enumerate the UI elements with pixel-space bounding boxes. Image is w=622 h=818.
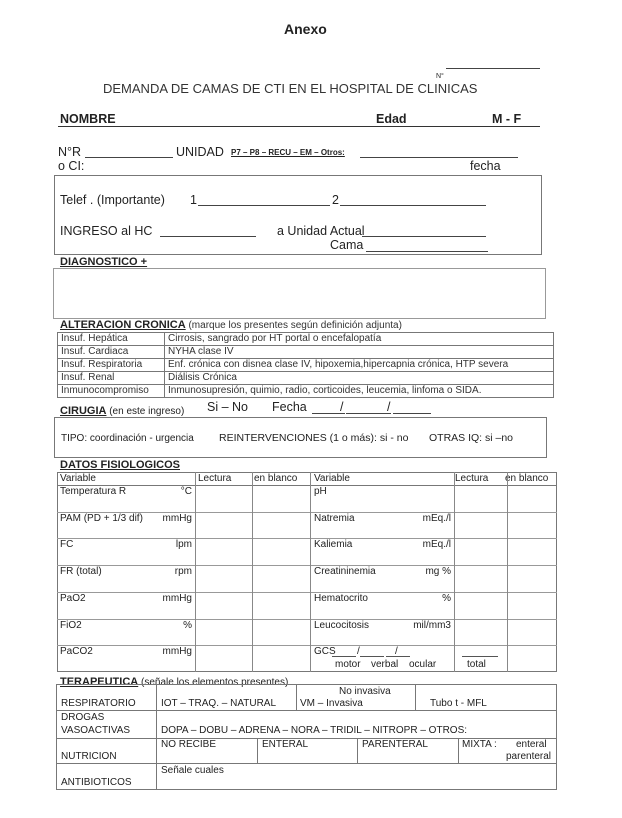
alteracion-note: (marque los presentes según definición adjunta): [185, 320, 402, 331]
ci-label: o CI:: [58, 159, 85, 173]
cama-label: Cama: [330, 238, 364, 252]
edad-label: Edad: [376, 112, 407, 126]
alteracion-row[interactable]: [58, 385, 554, 398]
gcs-total-label: total: [467, 659, 486, 671]
no-invasiva-option[interactable]: No invasiva: [339, 686, 391, 697]
gcs-field[interactable]: [332, 656, 356, 657]
unidad-actual-field[interactable]: [362, 236, 486, 237]
lectura-cell[interactable]: [455, 565, 506, 590]
cirugia-reintervenciones[interactable]: REINTERVENCIONES (1 o más): si - no: [219, 432, 409, 444]
variable-name: Temperatura R: [60, 486, 127, 497]
variable-name: Kaliemia: [314, 539, 353, 551]
number-label: N°: [436, 73, 444, 80]
alteracion-name: Insuf. Hepática: [58, 333, 165, 346]
blanco-cell[interactable]: [253, 645, 309, 670]
blanco-cell[interactable]: [253, 538, 309, 563]
nr-field[interactable]: [85, 157, 173, 158]
cirugia-fecha-year[interactable]: [393, 413, 431, 414]
variable-name: FC: [60, 539, 74, 551]
lectura-cell[interactable]: [196, 538, 251, 563]
variable-unit: °C: [180, 486, 192, 497]
variable-name: PaCO2: [60, 646, 93, 658]
cirugia-fecha-label: Fecha: [272, 400, 307, 414]
tel1-label: 1: [190, 193, 197, 207]
antibioticos-field[interactable]: [157, 776, 556, 789]
gcs-slash: /: [395, 646, 398, 658]
respiratorio-label: RESPIRATORIO: [61, 698, 136, 709]
contact-box: [54, 175, 542, 255]
lectura-cell[interactable]: [196, 565, 251, 590]
variable-name: FR (total): [60, 566, 102, 578]
gcs-field[interactable]: [386, 656, 410, 657]
fecha-label: fecha: [470, 159, 501, 173]
alteracion-name: Insuf. Respiratoria: [58, 359, 165, 372]
alteracion-definition: Inmunosupresión, quimio, radio, corticoides, leucemia, linfoma o SIDA.: [165, 385, 554, 398]
variable-name: Natremia: [314, 512, 355, 524]
nr-label: N°R: [58, 145, 82, 159]
alteracion-heading: [60, 319, 402, 331]
nutricion-label: NUTRICION: [61, 751, 117, 762]
blanco-cell[interactable]: [508, 512, 556, 537]
blanco-cell[interactable]: [508, 645, 556, 670]
alteracion-row[interactable]: [58, 333, 554, 346]
unidad-options[interactable]: P7 – P8 – RECU – EM – Otros:: [231, 148, 345, 157]
variable-unit: mEq./l: [422, 512, 451, 524]
datos-header-blanco-right: en blanco: [505, 473, 549, 484]
lectura-cell[interactable]: [196, 645, 251, 670]
blanco-cell[interactable]: [253, 512, 309, 537]
slash-1: /: [340, 400, 344, 414]
variable-unit: mg %: [425, 566, 451, 578]
nombre-label: NOMBRE: [60, 112, 116, 126]
vm-invasiva-option[interactable]: VM – Invasiva: [300, 698, 363, 709]
mixta-enteral[interactable]: enteral: [516, 739, 547, 750]
variable-unit: mmHg: [162, 592, 192, 604]
tel1-field[interactable]: [198, 205, 330, 206]
cirugia-tipo[interactable]: TIPO: coordinación - urgencia: [61, 433, 194, 444]
ingreso-label: INGRESO al HC: [60, 224, 153, 238]
lectura-cell[interactable]: [455, 619, 506, 644]
datos-header-blanco-left: en blanco: [254, 473, 298, 484]
alteracion-definition: Enf. crónica con disnea clase IV, hipoxemia,hipercapnia crónica, HTP severa: [165, 359, 554, 372]
lectura-cell[interactable]: [196, 485, 251, 510]
variable-name: pH: [314, 486, 327, 497]
cirugia-title: CIRUGIA: [60, 405, 107, 417]
nombre-field[interactable]: [58, 126, 540, 127]
sexo-label: M - F: [492, 112, 522, 126]
unidad-field[interactable]: [360, 157, 518, 158]
diagnostico-field[interactable]: [53, 268, 546, 319]
lectura-cell[interactable]: [196, 619, 251, 644]
variable-unit: %: [183, 619, 192, 631]
cirugia-si-no[interactable]: Si – No: [207, 400, 248, 414]
antibioticos-hint: Señale cuales: [161, 765, 224, 776]
gcs-field[interactable]: [360, 656, 384, 657]
blanco-cell[interactable]: [508, 485, 556, 510]
variable-name: FiO2: [60, 619, 82, 631]
unidad-label: UNIDAD: [176, 145, 224, 159]
gcs-total-field[interactable]: [462, 656, 498, 657]
variable-name: Leucocitosis: [314, 619, 370, 631]
variable-unit: mmHg: [162, 646, 192, 658]
variable-unit: lpm: [175, 539, 192, 551]
diagnostico-title: DIAGNOSTICO +: [60, 256, 148, 268]
lectura-cell[interactable]: [455, 512, 506, 537]
alteracion-definition: Diálisis Crónica: [165, 372, 554, 385]
unidad-actual-label: a Unidad Actual: [277, 224, 365, 238]
alteracion-name: Insuf. Renal: [58, 372, 165, 385]
gcs-slash: /: [357, 646, 360, 658]
annex-title: Anexo: [284, 21, 327, 37]
nutricion-parenteral[interactable]: PARENTERAL: [362, 739, 428, 750]
slash-2: /: [387, 400, 391, 414]
ingreso-field[interactable]: [160, 236, 256, 237]
nutricion-enteral[interactable]: ENTERAL: [262, 739, 309, 750]
blanco-cell[interactable]: [508, 538, 556, 563]
alteracion-definition: NYHA clase IV: [165, 346, 554, 359]
cirugia-note: (en este ingreso): [106, 406, 185, 417]
alteracion-row[interactable]: [58, 359, 554, 372]
tel2-field[interactable]: [340, 205, 486, 206]
terapeutica-title: TERAPEUTICA: [60, 676, 139, 688]
blanco-cell[interactable]: [253, 565, 309, 590]
variable-name: Hematocrito: [314, 592, 368, 604]
lectura-cell[interactable]: [455, 592, 506, 617]
datos-header-lectura-left: Lectura: [198, 473, 232, 484]
alteracion-title: ALTERACION CRONICA: [60, 319, 186, 331]
alteracion-definition: Cirrosis, sangrado por HT portal o encefalopatía: [165, 333, 554, 346]
drogas-label-1: DROGAS: [61, 712, 105, 723]
datos-header-variable-right: Variable: [314, 473, 350, 484]
variable-name: PAM (PD + 1/3 dif): [60, 512, 143, 524]
gcs-verbal-label: verbal: [371, 659, 399, 671]
drogas-label-2: VASOACTIVAS: [61, 725, 131, 736]
mixta-parenteral[interactable]: parenteral: [506, 751, 552, 762]
variable-unit: %: [442, 592, 451, 604]
blanco-cell[interactable]: [253, 619, 309, 644]
respiratorio-via[interactable]: IOT – TRAQ. – NATURAL: [161, 698, 277, 709]
blanco-cell[interactable]: [508, 619, 556, 644]
datos-header-variable-left: Variable: [60, 473, 96, 484]
gcs-ocular-label: ocular: [409, 659, 437, 671]
drogas-list[interactable]: DOPA – DOBU – ADRENA – NORA – TRIDIL – NITROPR – OTROS:: [161, 725, 468, 736]
datos-header-lectura-right: Lectura: [455, 473, 489, 484]
cama-field[interactable]: [366, 251, 488, 252]
variable-unit: mil/mm3: [413, 619, 451, 631]
blanco-cell[interactable]: [508, 565, 556, 590]
blanco-cell[interactable]: [253, 592, 309, 617]
blanco-cell[interactable]: [253, 485, 309, 510]
datos-title: DATOS FISIOLOGICOS: [60, 459, 180, 471]
antibioticos-label: ANTIBIOTICOS: [61, 777, 132, 788]
variable-name: Creatininemia: [314, 566, 376, 578]
form-title: DEMANDA DE CAMAS DE CTI EN EL HOSPITAL DE CLINICAS: [103, 81, 478, 96]
variable-unit: mmHg: [162, 512, 192, 524]
variable-unit: mEq./l: [422, 539, 451, 551]
variable-name: PaO2: [60, 592, 86, 604]
nutricion-no-recibe[interactable]: NO RECIBE: [161, 739, 217, 750]
lectura-cell[interactable]: [196, 592, 251, 617]
cirugia-fecha-month[interactable]: [346, 413, 391, 414]
tel2-label: 2: [332, 193, 339, 207]
variable-unit: rpm: [174, 566, 192, 578]
tubo-option[interactable]: Tubo t - MFL: [430, 698, 487, 709]
variable-name: GCS: [314, 646, 336, 658]
alteracion-row[interactable]: [58, 372, 554, 385]
cirugia-otras-iq[interactable]: OTRAS IQ: si –no: [429, 432, 514, 444]
terapeutica-note: (señale los elementos presentes): [138, 677, 289, 688]
blanco-cell[interactable]: [508, 592, 556, 617]
alteracion-name: Inmunocompromiso: [58, 385, 165, 398]
alteracion-row[interactable]: [58, 346, 554, 359]
lectura-cell[interactable]: [455, 538, 506, 563]
gcs-motor-label: motor: [335, 659, 361, 671]
number-field[interactable]: [446, 68, 540, 69]
lectura-cell[interactable]: [196, 512, 251, 537]
nutricion-mixta[interactable]: MIXTA :: [462, 739, 497, 750]
lectura-cell[interactable]: [455, 485, 506, 510]
column-divider: [310, 472, 311, 672]
telef-label: Telef . (Importante): [60, 193, 165, 207]
alteracion-table: [57, 332, 554, 398]
alteracion-name: Insuf. Cardiaca: [58, 346, 165, 359]
